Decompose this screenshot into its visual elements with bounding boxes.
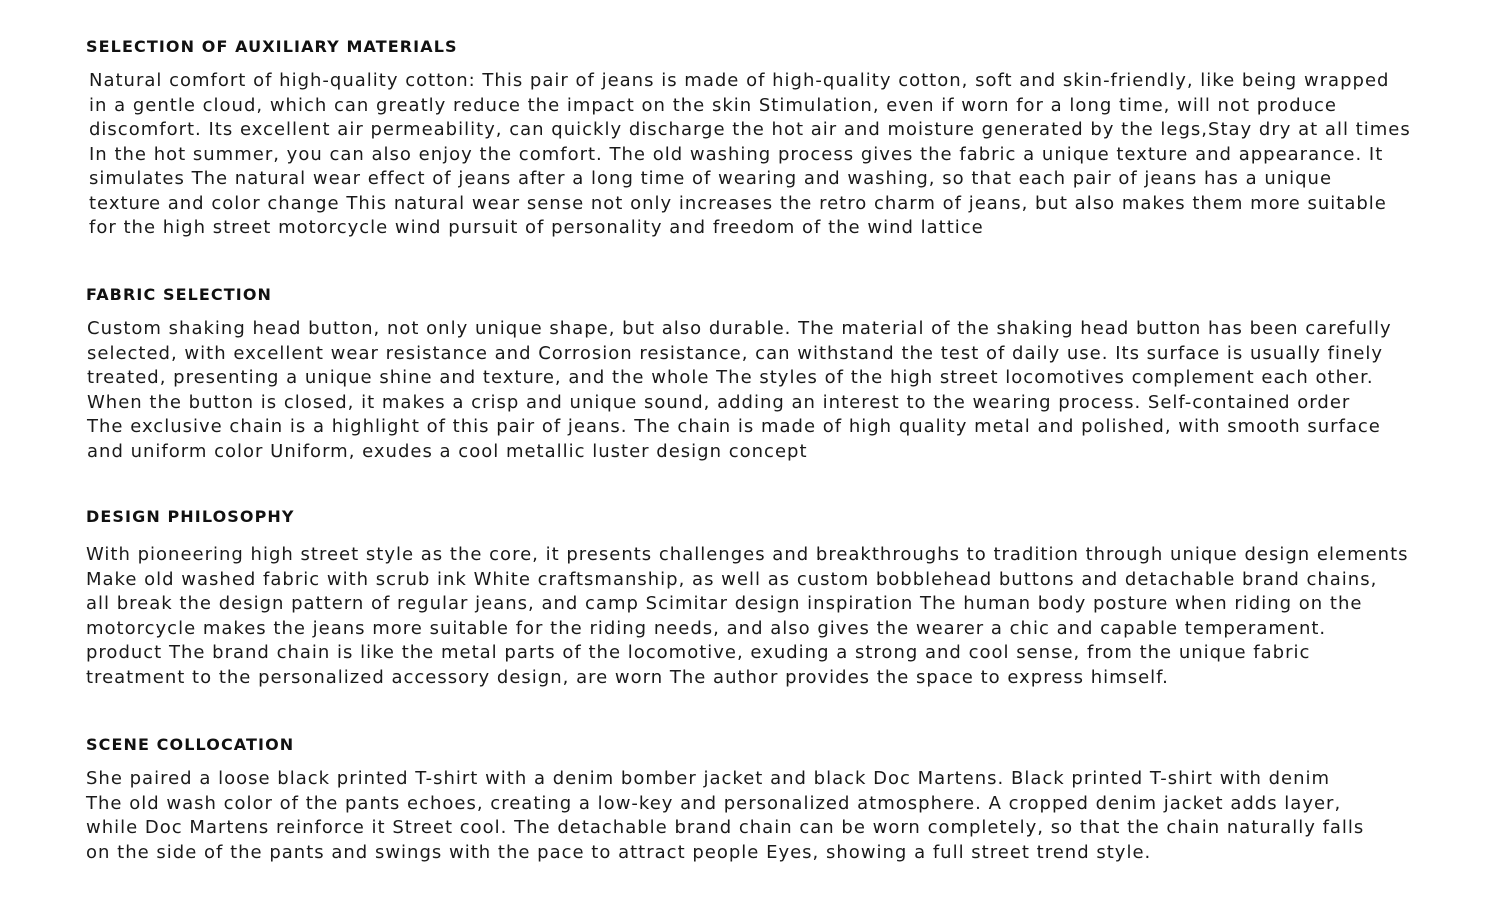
paragraph-line: treated, presenting a unique shine and texture, and the whole The styles of the high street locomotives complement each other. <box>87 367 1374 388</box>
paragraph-line: simulates The natural wear effect of jeans after a long time of wearing and washing, so that each pair of jeans has a unique <box>89 168 1333 189</box>
section-heading: SELECTION OF AUXILIARY MATERIALS <box>86 37 458 56</box>
paragraph-line: in a gentle cloud, which can greatly reduce the impact on the skin Stimulation, even if worn for a long time, will not produce <box>89 94 1338 116</box>
paragraph-line: With pioneering high street style as the core, it presents challenges and breakthroughs to tradition through unique design elements <box>86 544 1409 565</box>
paragraph-line: Make old washed fabric with scrub ink White craftsmanship, as well as custom bobblehead buttons and detachable brand chains, <box>86 568 1378 590</box>
paragraph-line: for the high street motorcycle wind pursuit of personality and freedom of the wind lattice <box>89 217 984 238</box>
section-heading: SCENE COLLOCATION <box>86 735 295 754</box>
paragraph-line: texture and color change This natural wear sense not only increases the retro charm of jeans, but also makes them more suitable <box>89 192 1387 214</box>
paragraph-line: selected, with excellent wear resistance and Corrosion resistance, can withstand the test of daily use. Its surface is usually finely <box>87 342 1384 364</box>
paragraph-line: Natural comfort of high-quality cotton: This pair of jeans is made of high-quality cotton, soft and skin-friendly, like being wrapped <box>89 70 1390 91</box>
section-paragraph <box>89 69 1411 241</box>
paragraph-line: The exclusive chain is a highlight of this pair of jeans. The chain is made of high quality metal and polished, with smooth surface <box>87 416 1381 437</box>
paragraph-line: on the side of the pants and swings with the pace to attract people Eyes, showing a full street trend style. <box>86 841 1152 863</box>
section-paragraph <box>87 317 1392 464</box>
paragraph-line: while Doc Martens reinforce it Street cool. The detachable brand chain can be worn completely, so that the chain naturally falls <box>86 817 1365 838</box>
paragraph-line: The old wash color of the pants echoes, creating a low-key and personalized atmosphere. A cropped denim jacket adds layer, <box>86 792 1342 814</box>
paragraph-line: In the hot summer, you can also enjoy the comfort. The old washing process gives the fabric a unique texture and appearance. It <box>89 143 1384 165</box>
section-heading: FABRIC SELECTION <box>86 285 273 304</box>
section-paragraph <box>86 767 1364 865</box>
paragraph-line: motorcycle makes the jeans more suitable for the riding needs, and also gives the wearer a chic and capable temperament. <box>86 617 1327 639</box>
paragraph-line: and uniform color Uniform, exudes a cool metallic luster design concept <box>87 440 808 462</box>
paragraph-line: Custom shaking head button, not only unique shape, but also durable. The material of the shaking head button has been carefully <box>87 318 1392 339</box>
paragraph-line: all break the design pattern of regular jeans, and camp Scimitar design inspiration The human body posture when riding on the <box>86 593 1363 614</box>
section-paragraph <box>86 543 1409 690</box>
paragraph-line: product The brand chain is like the metal parts of the locomotive, exuding a strong and cool sense, from the unique fabric <box>86 642 1311 663</box>
paragraph-line: She paired a loose black printed T-shirt with a denim bomber jacket and black Doc Martens. Black printed T-shirt with denim <box>86 768 1331 789</box>
paragraph-line: treatment to the personalized accessory design, are worn The author provides the space to express himself. <box>86 666 1169 688</box>
paragraph-line: discomfort. Its excellent air permeability, can quickly discharge the hot air and moisture generated by the legs,Stay dry at all times <box>89 119 1411 140</box>
section-heading: DESIGN PHILOSOPHY <box>86 507 295 526</box>
paragraph-line: When the button is closed, it makes a crisp and unique sound, adding an interest to the wearing process. Self-contained order <box>87 391 1351 413</box>
